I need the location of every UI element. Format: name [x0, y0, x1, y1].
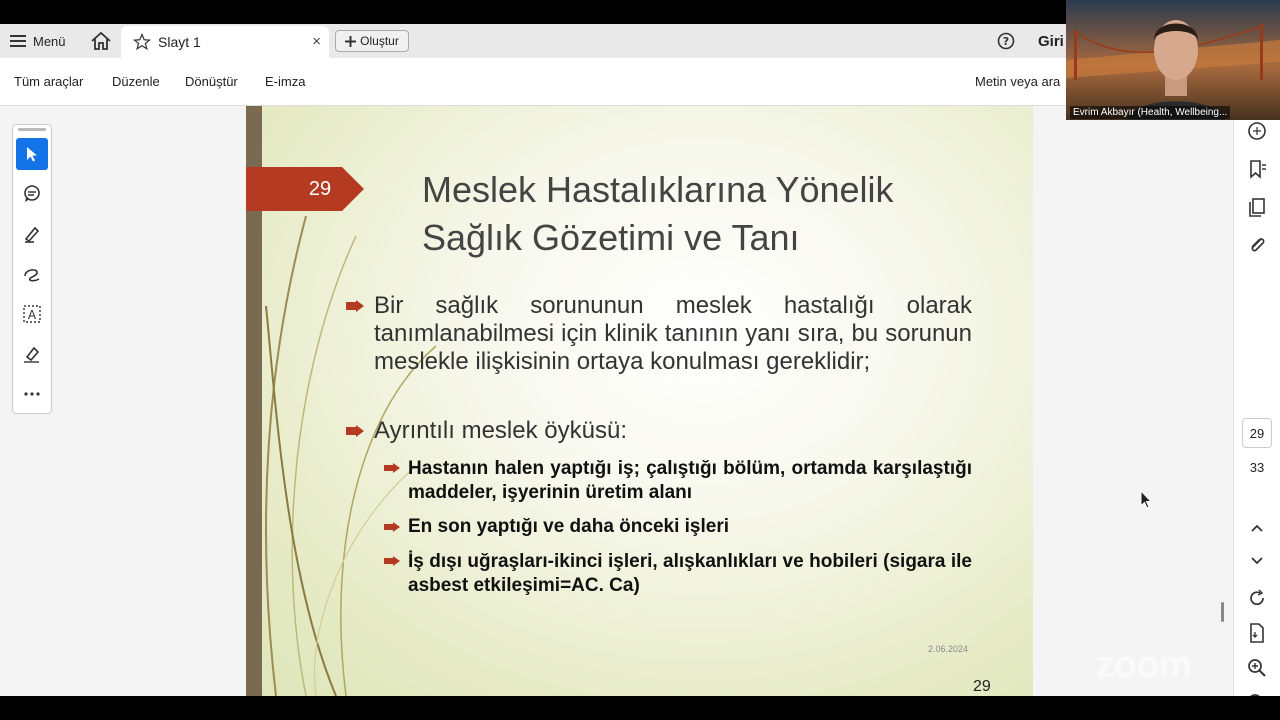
slide-title-line1: Meslek Hastalıklarına Yönelik [422, 169, 894, 210]
more-tools-button[interactable] [16, 378, 48, 410]
highlight-tool-button[interactable] [16, 218, 48, 250]
slide-title [422, 166, 982, 262]
home-icon[interactable] [90, 31, 112, 51]
pages-icon[interactable] [1246, 196, 1268, 218]
tab-title: Slayt 1 [158, 34, 201, 50]
tab-convert[interactable]: Dönüştür [185, 74, 238, 89]
hamburger-icon [10, 34, 26, 48]
quick-tools-panel [12, 124, 52, 414]
create-button[interactable] [335, 30, 409, 52]
sub-bullet-2: En son yaptığı ve daha önceki işleri [408, 516, 729, 537]
bullet-arrow-icon [346, 300, 364, 312]
drag-handle[interactable] [18, 128, 46, 131]
zoom-watermark: zoom [1096, 644, 1192, 686]
bullet-item-2: Ayrıntılı meslek öyküsü: [374, 417, 627, 444]
chevron-up-icon[interactable] [1246, 517, 1268, 539]
sub-bullet-1: Hastanın halen yaptığı iş; çalıştığı bölüm, ortamda karşılaştığı maddeler, işyerinin üretim alanı [408, 458, 972, 503]
text-box-icon [22, 304, 42, 324]
help-icon[interactable] [997, 32, 1015, 50]
pdf-viewer-app [0, 24, 1280, 696]
svg-text:A: A [27, 308, 37, 322]
sub-bullet-3: İş dışı uğraşları-ikinci işleri, alışkanlıkları ve hobileri (sigara ile asbest etkileşimi=AC. Ca) [408, 551, 972, 596]
tab-e-sign[interactable]: E-imza [265, 74, 306, 89]
svg-text:?: ? [1002, 35, 1010, 48]
plus-icon [345, 36, 356, 47]
comment-icon [22, 184, 42, 204]
bookmark-icon[interactable] [1246, 158, 1268, 180]
star-icon[interactable] [133, 33, 151, 51]
more-dots-icon [22, 391, 42, 397]
current-page-input[interactable]: 29 [1242, 418, 1272, 448]
menu-label: Menü [33, 33, 66, 49]
mouse-pointer-icon [1140, 490, 1154, 510]
slide-page-number: 29 [973, 678, 991, 695]
tab-all-tools[interactable]: Tüm araçlar [14, 74, 84, 89]
bullet-arrow-icon [346, 425, 364, 437]
menu-button[interactable] [10, 24, 66, 58]
ai-assistant-icon[interactable] [1246, 120, 1268, 142]
pen-sign-icon [22, 344, 42, 364]
tab-edit[interactable]: Düzenle [112, 74, 160, 89]
zoom-in-icon[interactable] [1246, 657, 1268, 679]
slide-page [246, 106, 1033, 696]
webcam-person-image [1066, 0, 1280, 120]
slide-date: 2.06.2024 [928, 644, 969, 654]
scrollbar-thumb[interactable] [1221, 602, 1224, 622]
sign-in-link[interactable]: Giri [1038, 33, 1064, 50]
bullet-item-1: Bir sağlık sorununun meslek hastalığı olarak tanımlanabilmesi için klinik tanının yanı sıra, bu sorunun meslekle ilişkisinin ortaya konulması gereklidir; [374, 292, 972, 375]
webcam-video [1066, 0, 1280, 120]
file-icon[interactable] [1246, 622, 1268, 644]
chevron-down-icon[interactable] [1246, 549, 1268, 571]
tab-close-icon[interactable]: × [312, 33, 321, 50]
text-tool-button[interactable] [16, 298, 48, 330]
total-pages: 33 [1249, 460, 1265, 475]
sub-bullet-arrow-icon [384, 463, 400, 473]
cursor-arrow-icon [24, 145, 40, 163]
draw-tool-button[interactable] [16, 258, 48, 290]
slide-number: 29 [308, 178, 332, 200]
select-tool-button[interactable] [16, 138, 48, 170]
highlighter-icon [22, 224, 42, 244]
bottom-letterbox [0, 696, 1280, 720]
create-label: Oluştur [360, 34, 399, 48]
sign-tool-button[interactable] [16, 338, 48, 370]
sub-bullet-arrow-icon [384, 522, 400, 532]
participant-name: Evrim Akbayır (Health, Wellbeing... [1070, 106, 1230, 119]
slide-title-line2: Sağlık Gözetimi ve Tanı [422, 217, 800, 258]
search-input[interactable]: Metin veya ara [975, 74, 1061, 89]
right-side-panel [1233, 106, 1280, 696]
tab-document[interactable] [121, 26, 329, 58]
comment-tool-button[interactable] [16, 178, 48, 210]
rotate-icon[interactable] [1246, 587, 1268, 609]
freehand-icon [22, 264, 42, 284]
attachment-icon[interactable] [1246, 234, 1268, 256]
sub-bullet-arrow-icon [384, 556, 400, 566]
